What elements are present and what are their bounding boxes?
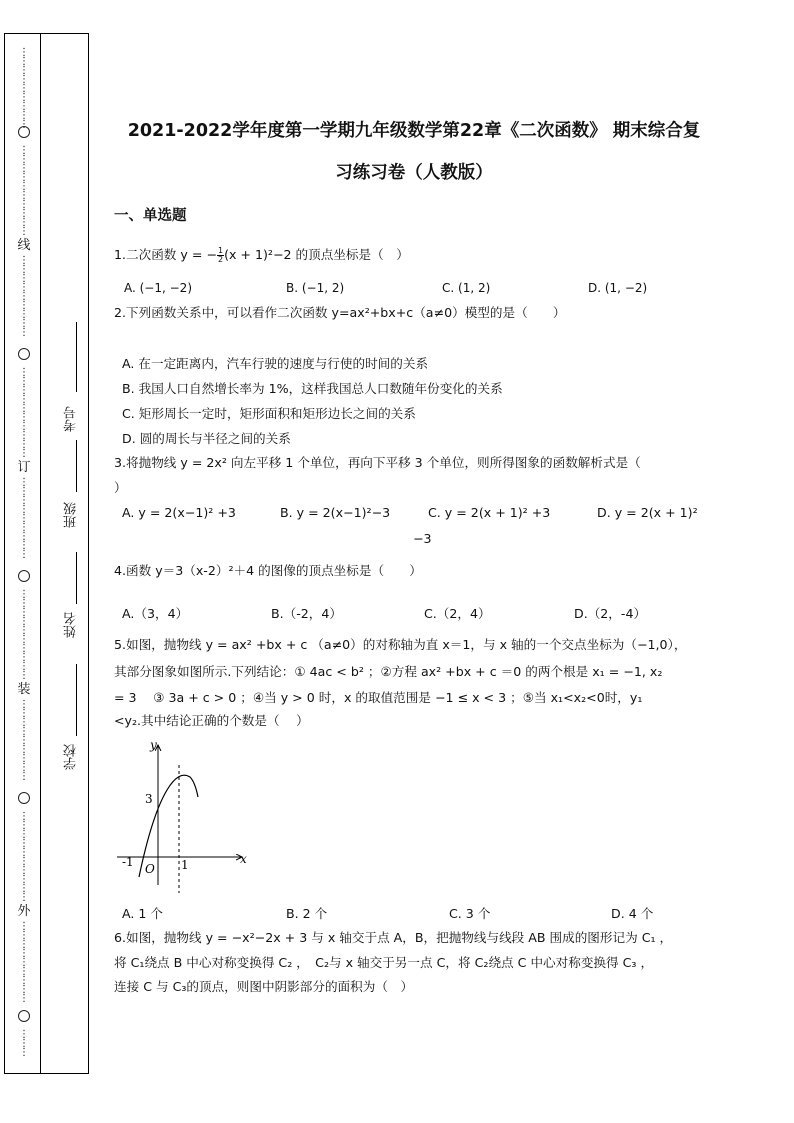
- binding-margin: [0, 0, 90, 1123]
- question-6-line-3: 连接 C 与 C₃的顶点，则图中阴影部分的面积为（ ）: [114, 979, 414, 994]
- class-label: 班级: [64, 502, 79, 528]
- dots: ⋮ ⋮ ⋮ ⋮ ⋮ ⋮ ⋮ ⋮ ⋮ ⋮: [19, 367, 29, 459]
- q3-option-d[interactable]: D. y = 2(x + 1)²: [597, 505, 698, 520]
- q2-option-d[interactable]: D. 圆的周长与半径之间的关系: [122, 431, 291, 446]
- q5-option-d[interactable]: D. 4 个: [611, 906, 654, 921]
- question-5-line-1: 5.如图，抛物线 y = ax² +bx + c （a≠0）的对称轴为直 x＝1，与 x 轴的一个交点坐标为（−1,0），: [114, 637, 687, 652]
- q4-option-c[interactable]: C.（2，4）: [424, 606, 491, 621]
- class-field[interactable]: [56, 440, 84, 550]
- q1-option-a[interactable]: A. (−1, −2): [124, 281, 192, 295]
- question-5-line-3: = 3 ③ 3a + c > 0 ；④当 y > 0 时，x 的取值范围是 −1 ≤ x < 3 ；⑤当 x₁<x₂<0时，y₁: [114, 690, 643, 705]
- q3-option-c[interactable]: C. y = 2(x + 1)² +3: [428, 505, 551, 520]
- q1-option-b[interactable]: B. (−1, 2): [286, 281, 345, 295]
- name-underline: [76, 552, 77, 604]
- question-3-line-1: 3.将抛物线 y = 2x² 向左平移 1 个单位，再向下平移 3 个单位，则所得图象的函数解析式是（: [114, 455, 641, 470]
- dots: ⋮ ⋮ ⋮ ⋮ ⋮ ⋮ ⋮ ⋮ ⋮ ⋮: [19, 811, 29, 903]
- tick-1: 1: [181, 858, 189, 872]
- dots: ⋮ ⋮ ⋮ ⋮ ⋮ ⋮ ⋮ ⋮ ⋮: [19, 477, 29, 560]
- binding-circle: [18, 570, 30, 582]
- origin-label: O: [145, 862, 155, 876]
- question-6-line-1: 6.如图，抛物线 y = −x²−2x + 3 与 x 轴交于点 A，B，把抛物线与线段 AB 围成的图形记为 C₁ ，: [114, 930, 673, 945]
- binding-circle: [18, 1010, 30, 1022]
- dots: ⋮ ⋮ ⋮ ⋮ ⋮ ⋮ ⋮ ⋮ ⋮: [19, 255, 29, 338]
- school-underline: [76, 664, 77, 736]
- outer-char: 外: [17, 904, 31, 919]
- bind-char: 装: [17, 682, 31, 697]
- q2-option-c[interactable]: C. 矩形周长一定时，矩形面积和矩形边长之间的关系: [122, 406, 416, 421]
- question-3-line-2: ）: [114, 480, 127, 495]
- x-axis-label: x: [240, 852, 247, 866]
- exam-no-label: 考号: [64, 406, 79, 432]
- binding-circle: [18, 792, 30, 804]
- class-underline: [76, 440, 77, 492]
- dots: ⋮ ⋮ ⋮ ⋮ ⋮ ⋮ ⋮ ⋮ ⋮: [19, 47, 29, 130]
- name-label: 姓名: [64, 612, 79, 638]
- exam-no-underline: [76, 322, 77, 392]
- dots: ⋮ ⋮ ⋮ ⋮ ⋮ ⋮ ⋮ ⋮ ⋮ ⋮: [19, 589, 29, 681]
- q4-option-a[interactable]: A.（3，4）: [122, 606, 189, 621]
- school-label: 学校: [64, 744, 79, 770]
- question-4: 4.函数 y＝3（x-2）²＋4 的图像的顶点坐标是（ ）: [114, 563, 422, 578]
- question-6-line-2: 将 C₁绕点 B 中心对称变换得 C₂ ， C₂与 x 轴交于另一点 C，将 C₂绕点 C 中心对称变换得 C₃ ，: [114, 955, 654, 970]
- q4-option-d[interactable]: D.（2，-4）: [574, 606, 647, 621]
- tick-neg1: -1: [122, 855, 134, 869]
- binding-dotted-line: [9, 40, 39, 1070]
- q5-option-c[interactable]: C. 3 个: [449, 906, 491, 921]
- q2-option-a[interactable]: A. 在一定距离内，汽车行驶的速度与行使的时间的关系: [122, 356, 429, 371]
- q1-frac-den: 2: [217, 255, 224, 264]
- q3-option-b[interactable]: B. y = 2(x−1)²−3: [280, 505, 391, 520]
- page-title: [104, 110, 724, 194]
- exam-no-field[interactable]: [56, 322, 84, 442]
- q1-option-c[interactable]: C. (1, 2): [442, 281, 491, 295]
- y-axis-label: y: [150, 738, 157, 752]
- title-line-1: 2021-2022学年度第一学期九年级数学第22章《二次函数》 期末综合复: [127, 121, 701, 141]
- question-2: 2.下列函数关系中，可以看作二次函数 y=ax²+bx+c（a≠0）模型的是（ ）: [114, 305, 566, 320]
- q1-post: (x + 1)²−2 的顶点坐标是（ ）: [224, 247, 409, 262]
- q5-option-b[interactable]: B. 2 个: [286, 906, 328, 921]
- q1-pre: 1.二次函数 y = −: [114, 247, 217, 262]
- line-char: 线: [17, 238, 31, 253]
- dots: ⋮ ⋮ ⋮ ⋮ ⋮ ⋮ ⋮ ⋮ ⋮ ⋮: [19, 145, 29, 237]
- name-field[interactable]: [56, 552, 84, 662]
- q1-fraction: [217, 247, 224, 264]
- q1-option-d[interactable]: D. (1, −2): [588, 281, 648, 295]
- dots: ⋮ ⋮ ⋮ ⋮ ⋮ ⋮ ⋮ ⋮ ⋮: [19, 921, 29, 1004]
- tick-3: 3: [145, 792, 153, 806]
- q5-parabola-graph: [112, 735, 252, 895]
- q3-option-a[interactable]: A. y = 2(x−1)² +3: [122, 505, 236, 520]
- dots: ⋮ ⋮ ⋮: [19, 1029, 29, 1058]
- binding-inner-line: [40, 33, 41, 1074]
- q4-option-b[interactable]: B.（-2，4）: [271, 606, 342, 621]
- question-1: [114, 242, 704, 267]
- question-5-line-4: <y₂.其中结论正确的个数是（ ）: [114, 713, 309, 728]
- order-char: 订: [17, 460, 31, 475]
- binding-circle: [18, 126, 30, 138]
- question-5-line-2: 其部分图象如图所示.下列结论：① 4ac < b² ；②方程 ax² +bx + c ＝0 的两个根是 x₁ = −1, x₂: [114, 664, 663, 679]
- section-heading: 一、单选题: [114, 208, 187, 224]
- q2-option-b[interactable]: B. 我国人口自然增长率为 1%，这样我国总人口数随年份变化的关系: [122, 381, 503, 396]
- q3-option-d-continued: −3: [413, 531, 432, 546]
- q1-frac-num: 1: [217, 246, 224, 255]
- dots: ⋮ ⋮ ⋮ ⋮ ⋮ ⋮ ⋮ ⋮ ⋮: [19, 699, 29, 782]
- title-line-2: 习练习卷（人教版）: [335, 163, 493, 183]
- binding-circle: [18, 348, 30, 360]
- school-field[interactable]: [56, 664, 84, 784]
- q5-option-a[interactable]: A. 1 个: [122, 906, 164, 921]
